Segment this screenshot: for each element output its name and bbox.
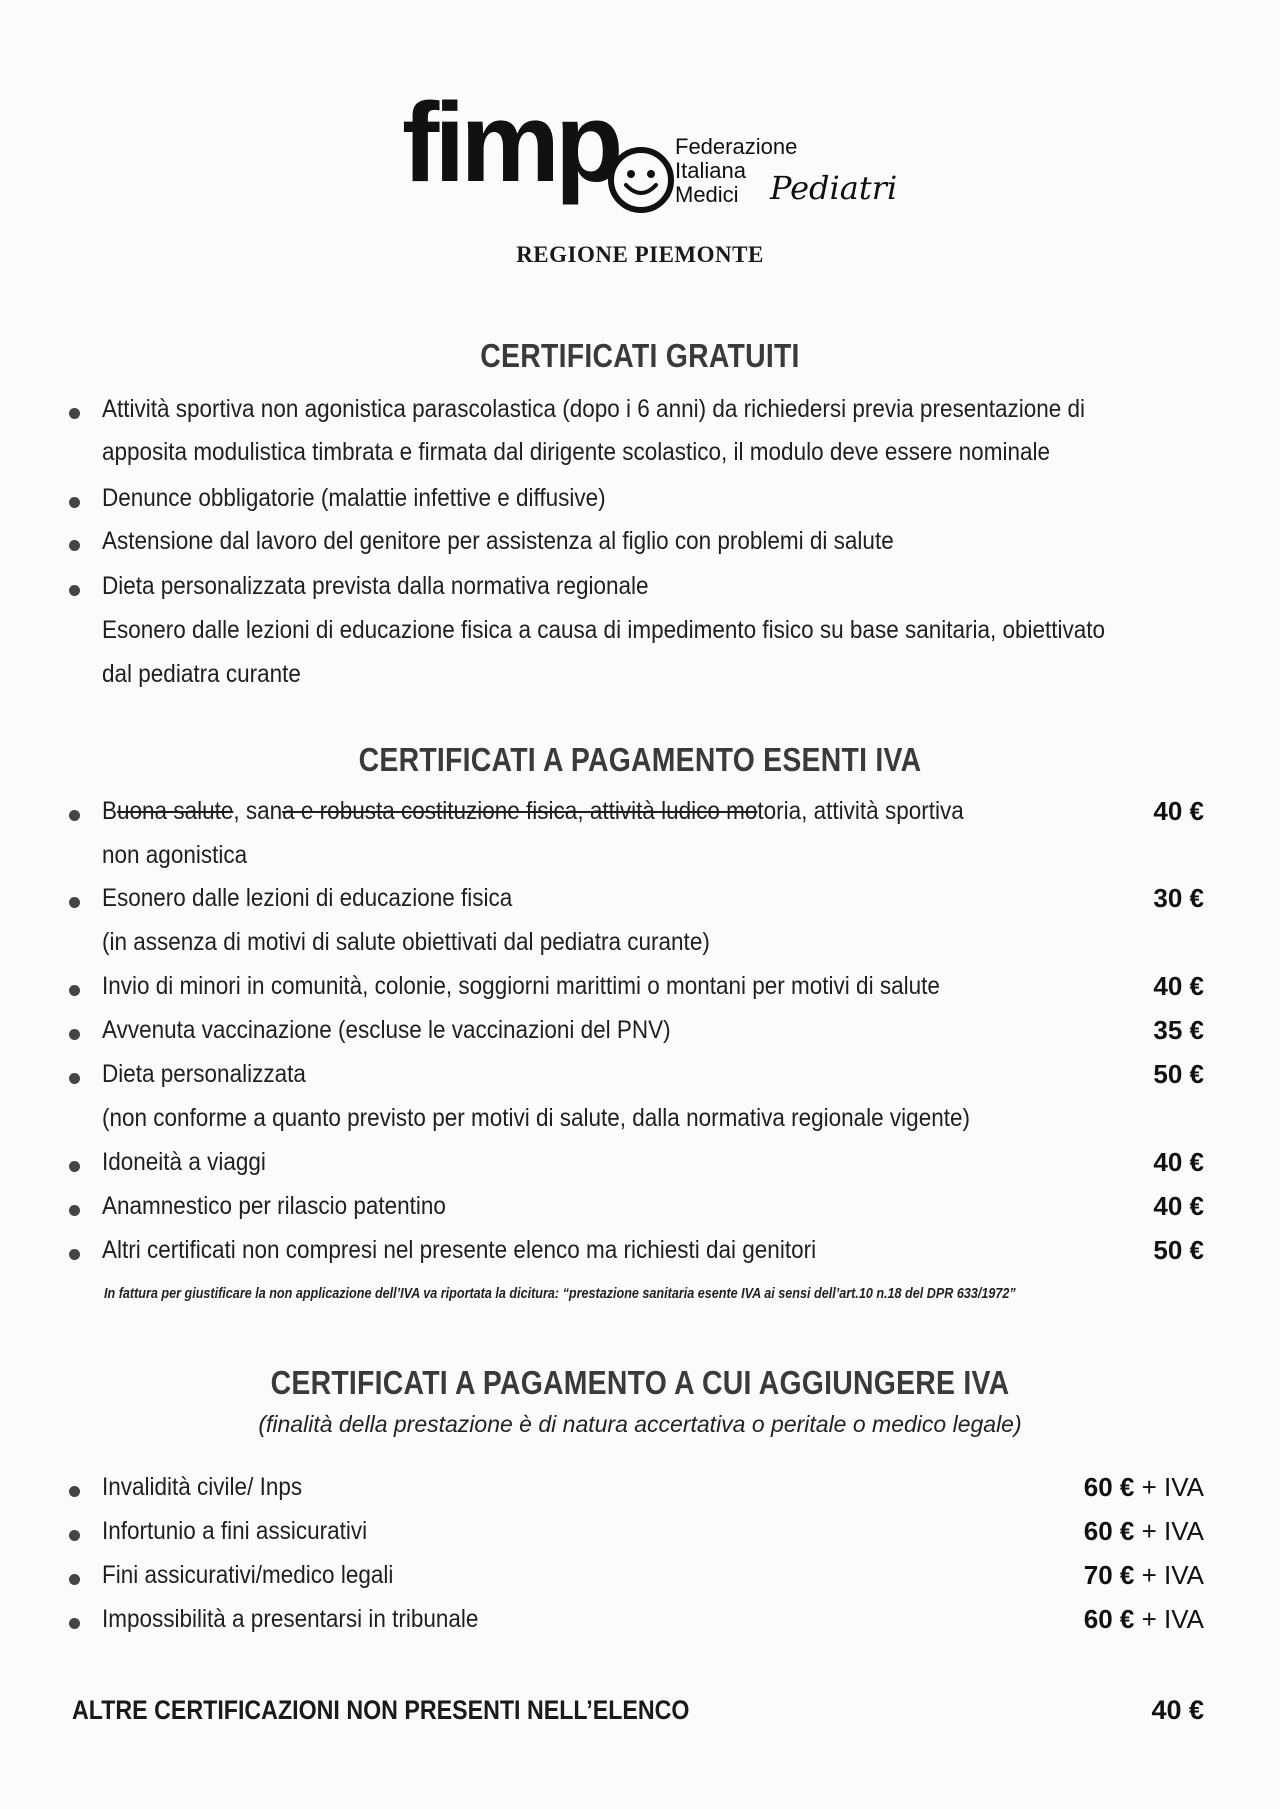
price: 40 € (1153, 971, 1204, 1001)
bullet-icon (69, 1161, 80, 1172)
section-subtitle-iva: (finalità della prestazione è di natura accertativa o peritale o medico legale) (258, 1411, 1022, 1437)
item-text: Idoneità a viaggi (102, 1148, 266, 1176)
price (1084, 1516, 1204, 1547)
logo-line: Italiana (675, 158, 746, 183)
other-certifications-price: 40 € (1151, 1695, 1204, 1725)
item-text-part: B (102, 797, 118, 825)
price: 35 € (1153, 1015, 1204, 1045)
logo-wordmark: fimp (402, 80, 619, 205)
region-heading: REGIONE PIEMONTE (516, 242, 764, 267)
iva-suffix: + IVA (1134, 1472, 1204, 1502)
item-text: Esonero dalle lezioni di educazione fisica a causa di impedimento fisico su base sanitaria, obiettivato (102, 616, 1106, 644)
section-title-iva: CERTIFICATI A PAGAMENTO A CUI AGGIUNGERE IVA (270, 1364, 1010, 1401)
item-text-part: toria, attività sportiva (757, 797, 964, 825)
logo-script-pediatri: Pediatri (770, 169, 898, 207)
bullet-icon (69, 1205, 80, 1216)
bullet-icon (69, 985, 80, 996)
section-title-free: CERTIFICATI GRATUITI (480, 337, 800, 374)
price (1084, 1472, 1204, 1503)
smiley-face-icon (608, 147, 674, 213)
item-text: Infortunio a fini assicurativi (102, 1517, 368, 1545)
price: 40 € (1153, 1147, 1204, 1177)
vat-footnote: In fattura per giustificare la non applicazione dell’IVA va riportata la dicitura: “prestazione sanitaria esente IVA ai sensi dell’art.10 n.18 del DPR 633/1972” (104, 1285, 1016, 1302)
item-text: Invalidità civile/ Inps (102, 1473, 303, 1501)
item-text: Altri certificati non compresi nel presente elenco ma richiesti dai genitori (102, 1236, 817, 1264)
price-amount: 60 € (1083, 1472, 1135, 1502)
item-text: (non conforme a quanto previsto per motivi di salute, dalla normativa regionale vigente) (102, 1104, 970, 1132)
iva-suffix: + IVA (1134, 1604, 1204, 1634)
logo-line: Federazione (675, 134, 798, 159)
item-text: Dieta personalizzata prevista dalla normativa regionale (102, 572, 649, 600)
item-text: Anamnestico per rilascio patentino (102, 1192, 446, 1220)
bullet-icon (69, 1029, 80, 1040)
item-text: non agonistica (102, 841, 248, 869)
bullet-icon (69, 1249, 80, 1260)
item-text: Invio di minori in comunità, colonie, soggiorni marittimi o montani per motivi di salute (102, 972, 940, 1000)
bullet-icon (69, 497, 80, 508)
bullet-icon (69, 1073, 80, 1084)
price-amount: 60 € (1083, 1604, 1135, 1634)
section-title-exempt: CERTIFICATI A PAGAMENTO ESENTI IVA (358, 741, 922, 778)
item-text: Attività sportiva non agonistica parascolastica (dopo i 6 anni) da richiedersi previa presentazione di (102, 395, 1086, 423)
price: 30 € (1153, 883, 1204, 913)
price: 40 € (1153, 796, 1204, 826)
struck-text: a e robusta costituzione fisica, attività ludico mo (282, 797, 758, 825)
price-amount: 60 € (1083, 1516, 1135, 1546)
bullet-icon (69, 1618, 80, 1629)
price: 50 € (1153, 1235, 1204, 1265)
bullet-icon (69, 540, 80, 551)
item-text: Denunce obbligatorie (malattie infettive e diffusive) (102, 484, 606, 512)
bullet-icon (69, 810, 80, 821)
item-text: Dieta personalizzata (102, 1060, 306, 1088)
item-text: dal pediatra curante (102, 660, 301, 688)
bullet-icon (69, 1574, 80, 1585)
item-text: (in assenza di motivi di salute obiettivati dal pediatra curante) (102, 928, 710, 956)
item-text: apposita modulistica timbrata e firmata dal dirigente scolastico, il modulo deve essere nominale (102, 438, 1050, 466)
item-text: Avvenuta vaccinazione (escluse le vaccinazioni del PNV) (102, 1016, 671, 1044)
bullet-icon (69, 408, 80, 419)
price: 50 € (1153, 1059, 1204, 1089)
price (1084, 1604, 1204, 1635)
item-text: Impossibilità a presentarsi in tribunale (102, 1605, 479, 1633)
fimp-logo (402, 80, 922, 235)
other-certifications-label: ALTRE CERTIFICAZIONI NON PRESENTI NELL’ELENCO (72, 1695, 690, 1725)
bullet-icon (69, 897, 80, 908)
item-text: Esonero dalle lezioni di educazione fisica (102, 884, 513, 912)
iva-suffix: + IVA (1134, 1560, 1204, 1590)
bullet-icon (69, 1486, 80, 1497)
item-text: Astensione dal lavoro del genitore per assistenza al figlio con problemi di salute (102, 527, 894, 555)
price-amount: 70 € (1083, 1560, 1135, 1590)
item-text: Fini assicurativi/medico legali (102, 1561, 394, 1589)
price (1084, 1560, 1204, 1591)
logo-line: Medici (675, 182, 739, 207)
item-text (102, 797, 964, 826)
iva-suffix: + IVA (1134, 1516, 1204, 1546)
bullet-icon (69, 585, 80, 596)
price: 40 € (1153, 1191, 1204, 1221)
item-text-part: , san (233, 797, 283, 825)
bullet-icon (69, 1530, 80, 1541)
struck-text: uona salute (117, 797, 234, 825)
